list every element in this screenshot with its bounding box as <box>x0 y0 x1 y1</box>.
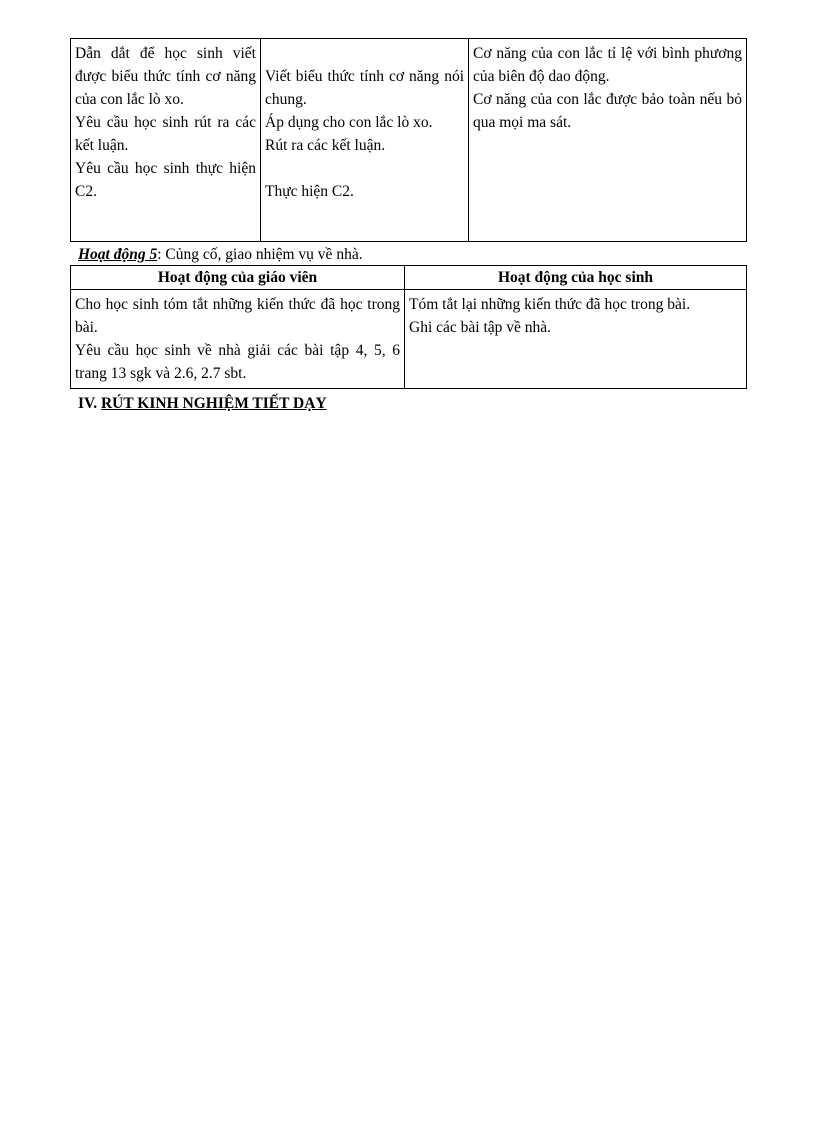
teacher-column-header: Hoạt động của giáo viên <box>71 266 405 290</box>
document-page <box>70 38 746 415</box>
content-cell: Cơ năng của con lắc tỉ lệ với bình phương của biên độ dao động. Cơ năng của con lắc được bảo toàn nếu bỏ qua mọi ma sát. <box>469 39 747 242</box>
table-header-row <box>71 266 747 290</box>
section-number: IV. <box>78 395 98 412</box>
teacher-activity-cell: Cho học sinh tóm tắt những kiến thức đã học trong bài. Yêu cầu học sinh về nhà giải các bài tập 4, 5, 6 trang 13 sgk và 2.6, 2.7 sbt. <box>71 290 405 389</box>
activity-4-table <box>70 38 747 242</box>
activity-5-table <box>70 265 747 389</box>
student-activity-cell: Viết biểu thức tính cơ năng nói chung. Áp dụng cho con lắc lò xo. Rút ra các kết luận. Thực hiện C2. <box>261 39 469 242</box>
section-title: RÚT KINH NGHIỆM TIẾT DẠY <box>100 395 327 412</box>
table-row <box>71 39 747 242</box>
section-iv-heading <box>78 393 746 415</box>
activity-5-heading <box>78 244 746 265</box>
student-column-header: Hoạt động của học sinh <box>405 266 747 290</box>
student-activity-cell: Tóm tắt lại những kiến thức đã học trong bài. Ghi các bài tập về nhà. <box>405 290 747 389</box>
activity-5-text: : Củng cố, giao nhiệm vụ về nhà. <box>157 246 363 263</box>
teacher-activity-cell: Dẫn dắt để học sinh viết được biểu thức tính cơ năng của con lắc lò xo. Yêu cầu học sinh rút ra các kết luận. Yêu cầu học sinh thực hiện C2. <box>71 39 261 242</box>
table-row <box>71 290 747 389</box>
activity-5-label: Hoạt động 5 <box>78 246 158 263</box>
